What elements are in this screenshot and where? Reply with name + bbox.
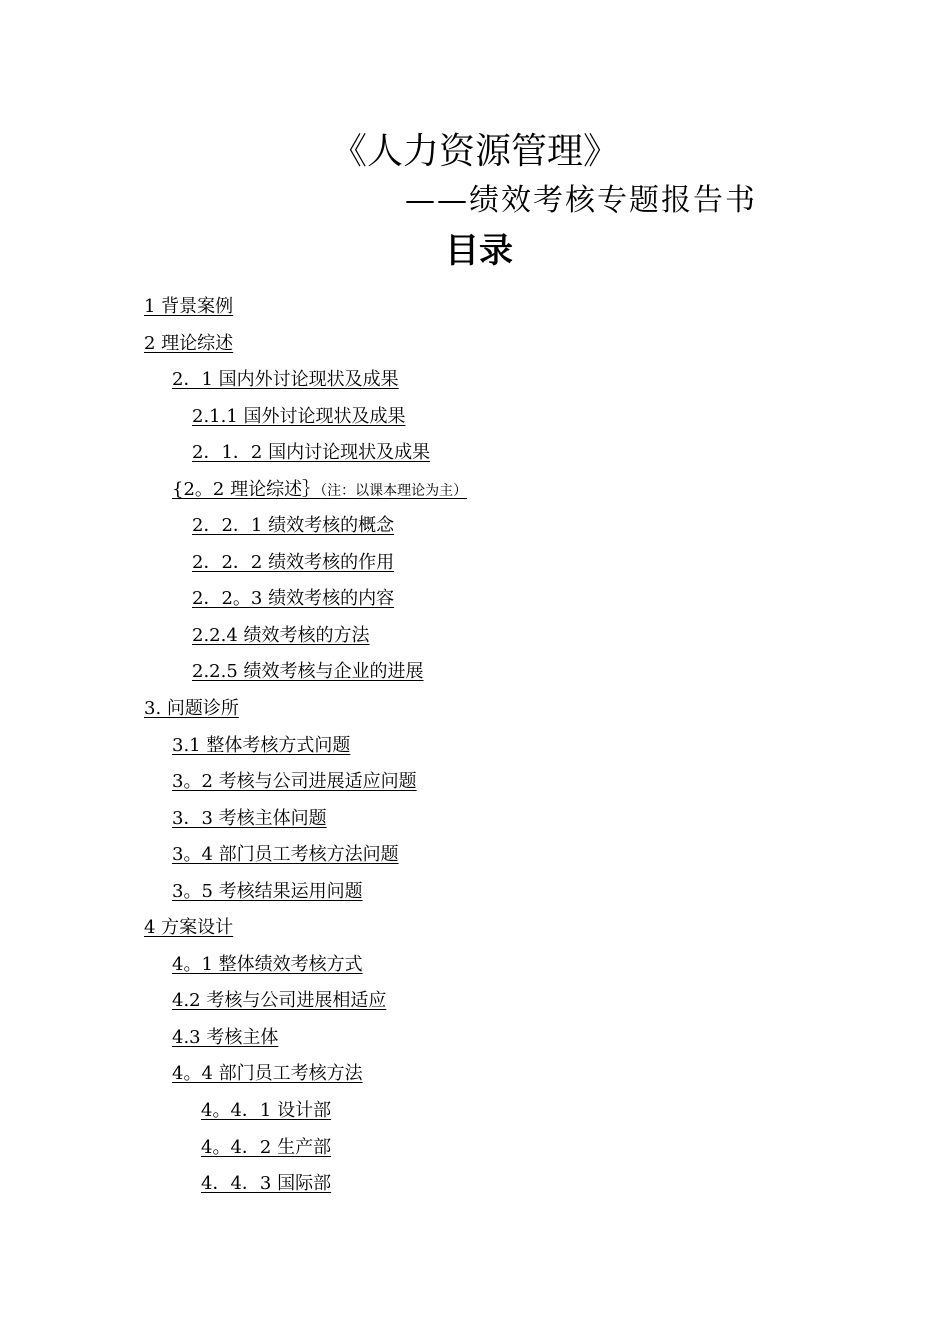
toc-entry-3-2[interactable]: 3。2 考核与公司进展适应问题 [172, 771, 417, 792]
toc-entry-2-1[interactable]: 2．1 国内外讨论现状及成果 [172, 369, 399, 390]
toc-entry-2-2-1[interactable]: 2．2．1 绩效考核的概念 [192, 515, 395, 536]
toc-entry-2-2[interactable] [172, 478, 467, 503]
document-title: 《人力资源管理》 [330, 131, 619, 172]
document-subtitle: ——绩效考核专题报告书 [405, 183, 757, 218]
toc-entry-2-2-3[interactable]: 2．2。3 绩效考核的内容 [192, 588, 395, 609]
toc-entry-3-1[interactable]: 3.1 整体考核方式问题 [172, 735, 351, 756]
toc-entry-4-4-2[interactable]: 4。4．2 生产部 [201, 1137, 332, 1158]
toc-entry-3-4[interactable]: 3。4 部门员工考核方法问题 [172, 844, 399, 865]
toc-entry-3[interactable]: 3. 问题诊所 [144, 698, 239, 719]
toc-entry-3-5[interactable]: 3。5 考核结果运用问题 [172, 881, 363, 902]
toc-entry-4-3[interactable]: 4.3 考核主体 [172, 1027, 279, 1048]
toc-entry-4[interactable]: 4 方案设计 [144, 917, 234, 938]
toc-entry-3-3[interactable]: 3．3 考核主体问题 [172, 808, 327, 829]
toc-heading: 目录 [445, 231, 513, 271]
toc-entry-2-2-4[interactable]: 2.2.4 绩效考核的方法 [192, 625, 370, 646]
toc-entry-2-2-note: （注：以课本理论为主） [320, 483, 468, 499]
toc-entry-4-1[interactable]: 4。1 整体绩效考核方式 [172, 954, 363, 975]
toc-entry-2-2-label: {2。2 理论综述｝ [172, 479, 321, 500]
toc-entry-2-2-2[interactable]: 2．2．2 绩效考核的作用 [192, 552, 395, 573]
toc-entry-4-4-1[interactable]: 4。4．1 设计部 [201, 1100, 332, 1121]
toc-entry-2[interactable]: 2 理论综述 [144, 333, 234, 354]
toc-entry-2-1-2[interactable]: 2．1．2 国内讨论现状及成果 [192, 442, 431, 463]
toc-entry-4-4-3[interactable]: 4．4．3 国际部 [201, 1173, 332, 1194]
toc-entry-2-1-1[interactable]: 2.1.1 国外讨论现状及成果 [192, 406, 406, 427]
toc-entry-4-2[interactable]: 4.2 考核与公司进展相适应 [172, 990, 387, 1011]
toc-entry-4-4[interactable]: 4。4 部门员工考核方法 [172, 1063, 363, 1084]
toc-entry-2-2-5[interactable]: 2.2.5 绩效考核与企业的进展 [192, 661, 424, 682]
toc-entry-1[interactable]: 1 背景案例 [144, 296, 234, 317]
